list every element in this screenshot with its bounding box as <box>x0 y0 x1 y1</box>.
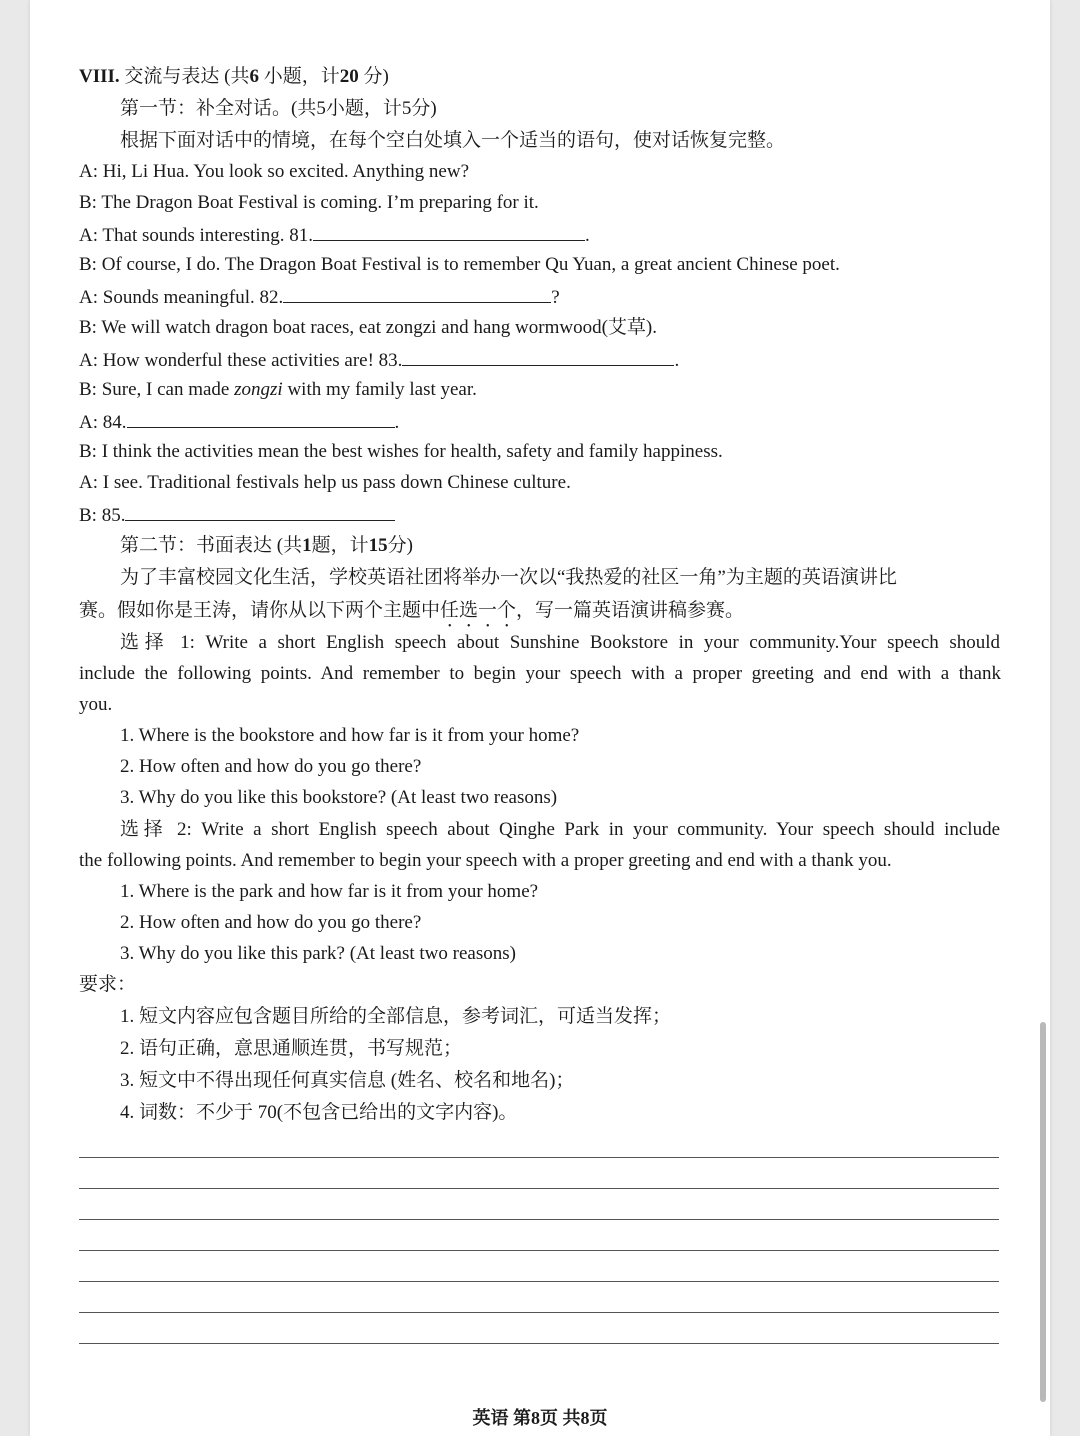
dialogue-line: B: Of course, I do. The Dragon Boat Festival is to remember Qu Yuan, a great ancient Chinese poet. <box>79 254 840 275</box>
writing-line[interactable] <box>79 1188 999 1189</box>
answer-blank-82[interactable] <box>283 284 551 303</box>
section-heading: VIII. 交流与表达 (共6 小题，计20 分) <box>79 66 389 87</box>
exam-page <box>30 0 1050 1436</box>
part1-instruction: 根据下面对话中的情境，在每个空白处填入一个适当的语句，使对话恢复完整。 <box>120 130 786 151</box>
dialogue-line-85: B: 85. <box>79 502 395 528</box>
option1-line: you. <box>79 694 113 715</box>
dialogue-line: B: We will watch dragon boat races, eat zongzi and hang wormwood(艾草). <box>79 317 657 338</box>
option1-point: 3. Why do you like this bookstore? (At least two reasons) <box>120 787 558 808</box>
requirement-item: 4. 词数：不少于 70(不包含已给出的文字内容)。 <box>120 1102 518 1123</box>
writing-line[interactable] <box>79 1312 999 1313</box>
part2-intro: 为了丰富校园文化生活，学校英语社团将举办一次以“我热爱的社区一角”为主题的英语演讲比 <box>120 567 897 588</box>
dialogue-line: B: Sure, I can made zongzi with my family last year. <box>79 379 477 400</box>
writing-line[interactable] <box>79 1219 999 1220</box>
answer-blank-83[interactable] <box>402 347 674 366</box>
answer-blank-84[interactable] <box>127 409 395 428</box>
writing-line[interactable] <box>79 1343 999 1344</box>
requirements-title: 要求： <box>79 974 137 995</box>
requirement-item: 3. 短文中不得出现任何真实信息 (姓名、校名和地名)； <box>120 1070 575 1091</box>
dialogue-line: A: I see. Traditional festivals help us pass down Chinese culture. <box>79 472 571 493</box>
option1-point: 2. How often and how do you go there? <box>120 756 422 777</box>
answer-blank-81[interactable] <box>313 222 585 241</box>
dialogue-line: B: I think the activities mean the best wishes for health, safety and family happiness. <box>79 441 723 462</box>
option2-line: 选择 2: Write a short English speech about Qinghe Park in your community. Your speech should include <box>120 819 1000 840</box>
option1-point: 1. Where is the bookstore and how far is it from your home? <box>120 725 580 746</box>
dialogue-line: A: Hi, Li Hua. You look so excited. Anything new? <box>79 161 470 182</box>
answer-blank-85[interactable] <box>125 502 395 521</box>
writing-line[interactable] <box>79 1281 999 1282</box>
option2-line: the following points. And remember to begin your speech with a proper greeting and end with a thank you. <box>79 850 892 871</box>
part1-title: 第一节：补全对话。(共5小题，计5分) <box>120 98 437 119</box>
page-footer: 英语 第8页 共8页 <box>472 1408 608 1428</box>
option2-point: 1. Where is the park and how far is it from your home? <box>120 881 539 902</box>
option1-line: include the following points. And remember to begin your speech with a proper greeting and end with a thank <box>79 663 1001 684</box>
dialogue-line-84: A: 84. . <box>79 409 399 435</box>
dialogue-line-83: A: How wonderful these activities are! 83. . <box>79 347 679 373</box>
option2-point: 3. Why do you like this park? (At least two reasons) <box>120 943 516 964</box>
option2-point: 2. How often and how do you go there? <box>120 912 422 933</box>
requirement-item: 2. 语句正确，意思通顺连贯，书写规范； <box>120 1038 463 1059</box>
dialogue-line-82: A: Sounds meaningful. 82. ? <box>79 284 560 310</box>
writing-line[interactable] <box>79 1157 999 1158</box>
part2-intro-cont: 赛。假如你是王涛，请你从以下两个主题中任选一个，写一篇英语演讲稿参赛。 <box>79 600 745 621</box>
writing-line[interactable] <box>79 1250 999 1251</box>
requirement-item: 1. 短文内容应包含题目所给的全部信息，参考词汇，可适当发挥； <box>120 1006 672 1027</box>
dialogue-line-81: A: That sounds interesting. 81. . <box>79 222 590 248</box>
part2-title: 第二节：书面表达 (共1题，计15分) <box>120 535 413 556</box>
option1-line: 选择 1: Write a short English speech about Sunshine Bookstore in your community.Your speech should <box>120 632 1000 653</box>
scrollbar[interactable] <box>1040 1022 1046 1402</box>
dialogue-line: B: The Dragon Boat Festival is coming. I’m preparing for it. <box>79 192 539 213</box>
